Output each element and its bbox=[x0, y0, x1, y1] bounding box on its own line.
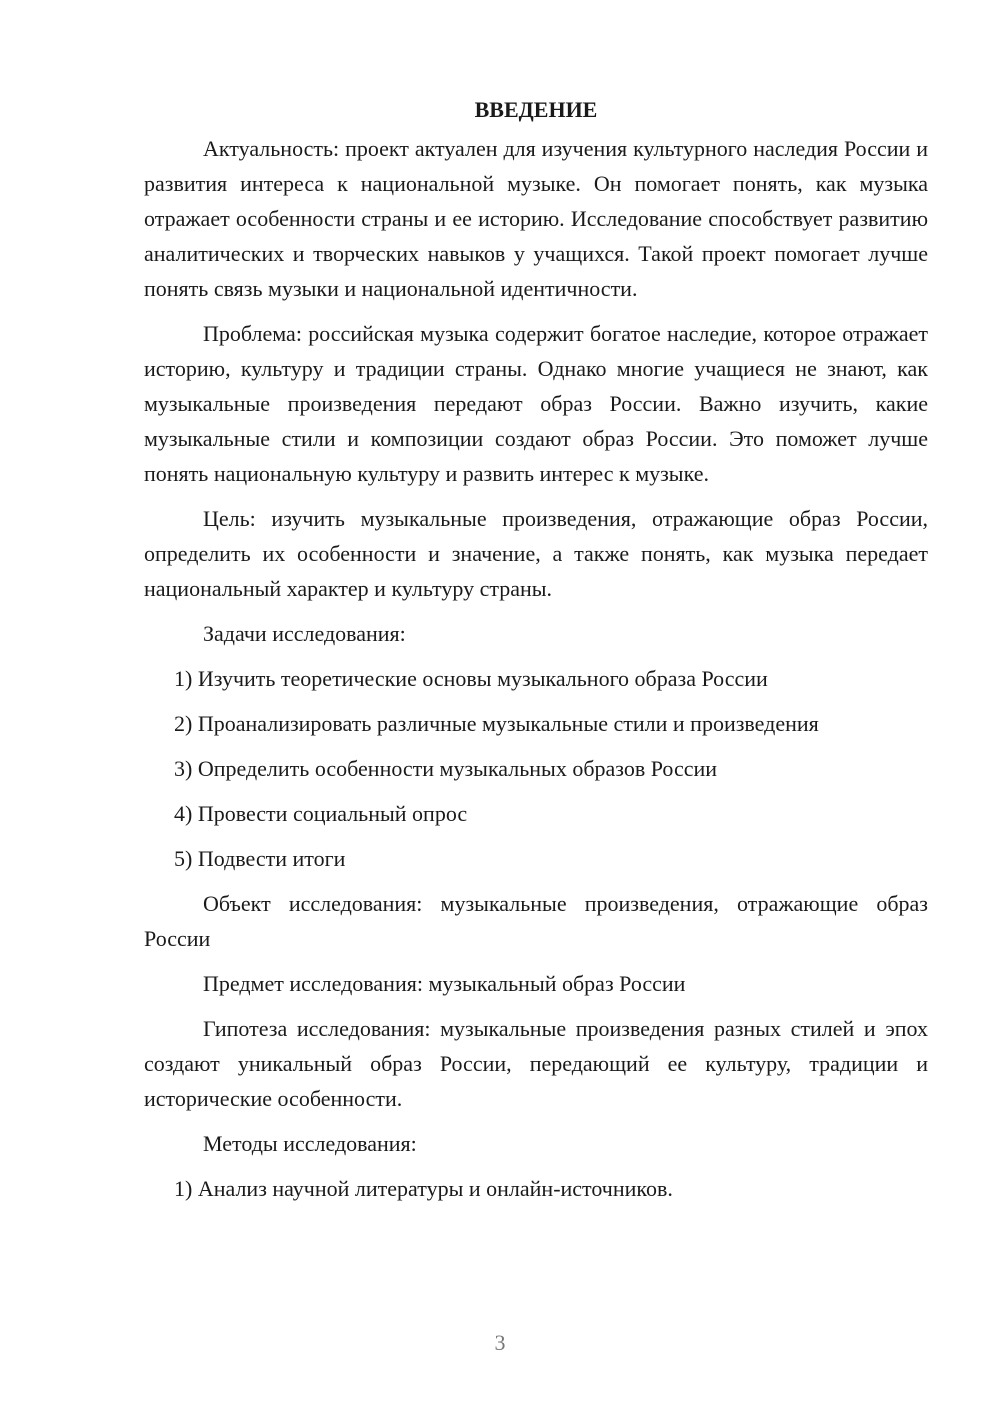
object-paragraph: Объект исследования: музыкальные произведения, отражающие образ России bbox=[144, 891, 928, 951]
document-page bbox=[144, 92, 928, 1216]
task-item: 3) Определить особенности музыкальных образов России bbox=[174, 756, 718, 781]
task-item: 1) Изучить теоретические основы музыкального образа России bbox=[174, 666, 768, 691]
hypothesis-paragraph: Гипотеза исследования: музыкальные произведения разных стилей и эпох создают уникальный образ России, передающий ее культуру, традиции и исторические особенности. bbox=[144, 1016, 928, 1111]
relevance-paragraph: Актуальность: проект актуален для изучения культурного наследия России и развития интереса к национальной музыке. Он помогает понять, как музыка отражает особенности страны и ее историю. Исследование способствует развитию аналитических и творческих навыков у учащихся. Такой проект помогает лучше понять связь музыки и национальной идентичности. bbox=[144, 136, 928, 301]
subject-paragraph: Предмет исследования: музыкальный образ России bbox=[203, 971, 686, 996]
task-item: 2) Проанализировать различные музыкальные стили и произведения bbox=[174, 711, 819, 736]
task-item: 4) Провести социальный опрос bbox=[174, 801, 468, 826]
tasks-intro: Задачи исследования: bbox=[203, 621, 406, 646]
problem-paragraph: Проблема: российская музыка содержит богатое наследие, которое отражает историю, культуру и традиции страны. Однако многие учащиеся не знают, как музыкальные произведения передают образ России. Важно изучить, какие музыкальные стили и композиции создают образ России. Это поможет лучше понять национальную культуру и развить интерес к музыке. bbox=[144, 321, 928, 486]
goal-paragraph: Цель: изучить музыкальные произведения, отражающие образ России, определить их особенности и значение, а также понять, как музыка передает национальный характер и культуру страны. bbox=[144, 506, 928, 601]
page-heading: ВВЕДЕНИЕ bbox=[474, 97, 598, 122]
page-number: 3 bbox=[494, 1330, 506, 1355]
method-item: 1) Анализ научной литературы и онлайн-источников. bbox=[174, 1176, 673, 1201]
methods-intro: Методы исследования: bbox=[203, 1131, 417, 1156]
task-item: 5) Подвести итоги bbox=[174, 846, 346, 871]
